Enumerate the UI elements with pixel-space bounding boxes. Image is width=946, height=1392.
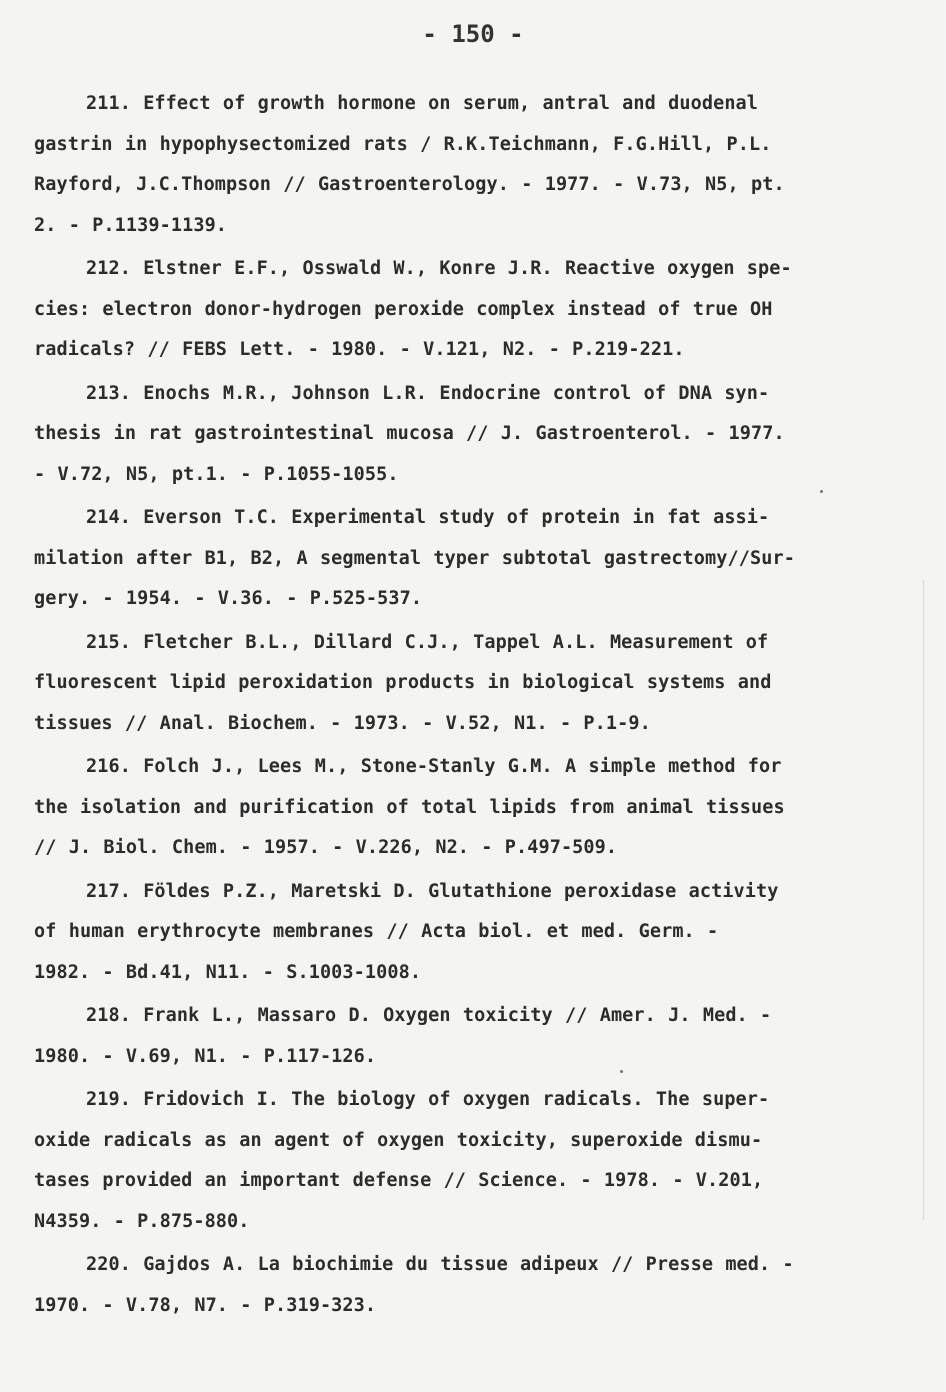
reference-line: tases provided an important defense // Science. - 1978. - V.201, (34, 1170, 764, 1191)
reference-item-218 (34, 996, 890, 1077)
reference-item-220 (34, 1245, 890, 1326)
reference-line: 213. Enochs M.R., Johnson L.R. Endocrine control of DNA syn- (86, 382, 770, 404)
reference-item-217 (34, 872, 890, 994)
reference-line: 1982. - Bd.41, N11. - S.1003-1008. (34, 961, 422, 983)
reference-line: cies: electron donor-hydrogen peroxide complex instead of true OH (34, 298, 773, 320)
reference-item-212 (34, 249, 890, 371)
reference-item-213 (34, 374, 890, 496)
reference-line: 211. Effect of growth hormone on serum, antral and duodenal (86, 93, 759, 114)
reference-item-215 (34, 623, 890, 745)
reference-item-219 (34, 1080, 890, 1242)
reference-line: gery. - 1954. - V.36. - P.525-537. (34, 588, 423, 609)
reference-line: 1970. - V.78, N7. - P.319-323. (34, 1294, 377, 1316)
reference-line: 212. Elstner E.F., Osswald W., Konre J.R. Reactive oxygen spe- (86, 258, 792, 279)
reference-line: 2. - P.1139-1139. (34, 214, 228, 236)
reference-line: thesis in rat gastrointestinal mucosa // J. Gastroenterol. - 1977. (34, 423, 785, 444)
reference-line: Rayford, J.C.Thompson // Gastroenterology. - 1977. - V.73, N5, pt. (34, 174, 785, 195)
scan-speck (820, 490, 823, 493)
reference-line: 214. Everson T.C. Experimental study of protein in fat assi- (86, 507, 770, 528)
reference-line: fluorescent lipid peroxidation products in biological systems and (34, 672, 772, 693)
reference-line: milation after B1, B2, A segmental typer subtotal gastrectomy//Sur- (34, 547, 795, 569)
reference-line: 217. Földes P.Z., Maretski D. Glutathione peroxidase activity (86, 880, 779, 902)
reference-line: radicals? // FEBS Lett. - 1980. - V.121, N2. - P.219-221. (34, 339, 685, 360)
reference-line: tissues // Anal. Biochem. - 1973. - V.52, N1. - P.1-9. (34, 712, 651, 734)
reference-item-216 (34, 747, 890, 869)
reference-line: the isolation and purification of total lipids from animal tissues (34, 796, 785, 818)
reference-line: 215. Fletcher B.L., Dillard C.J., Tappel A.L. Measurement of (86, 631, 769, 653)
reference-line: 219. Fridovich I. The biology of oxygen radicals. The super- (86, 1089, 770, 1110)
reference-line: 218. Frank L., Massaro D. Oxygen toxicity // Amer. J. Med. - (86, 1005, 772, 1026)
scan-edge-line (923, 580, 924, 1220)
reference-list (34, 84, 890, 1329)
reference-line: 1980. - V.69, N1. - P.117-126. (34, 1045, 377, 1067)
reference-line: - V.72, N5, pt.1. - P.1055-1055. (34, 463, 399, 485)
reference-item-211 (34, 84, 890, 246)
reference-line: 220. Gajdos A. La biochimie du tissue adipeux // Presse med. - (86, 1254, 794, 1275)
reference-line: gastrin in hypophysectomized rats / R.K.Teichmann, F.G.Hill, P.L. (34, 133, 772, 155)
page-number: - 150 - (422, 20, 524, 48)
reference-line: // J. Biol. Chem. - 1957. - V.226, N2. - P.497-509. (34, 837, 618, 858)
reference-line: of human erythrocyte membranes // Acta biol. et med. Germ. - (34, 921, 719, 942)
reference-line: 216. Folch J., Lees M., Stone-Stanly G.M. A simple method for (86, 756, 782, 777)
scan-speck (620, 1070, 623, 1073)
reference-line: N4359. - P.875-880. (34, 1210, 250, 1232)
reference-item-214 (34, 498, 890, 620)
reference-line: oxide radicals as an agent of oxygen toxicity, superoxide dismu- (34, 1129, 763, 1151)
